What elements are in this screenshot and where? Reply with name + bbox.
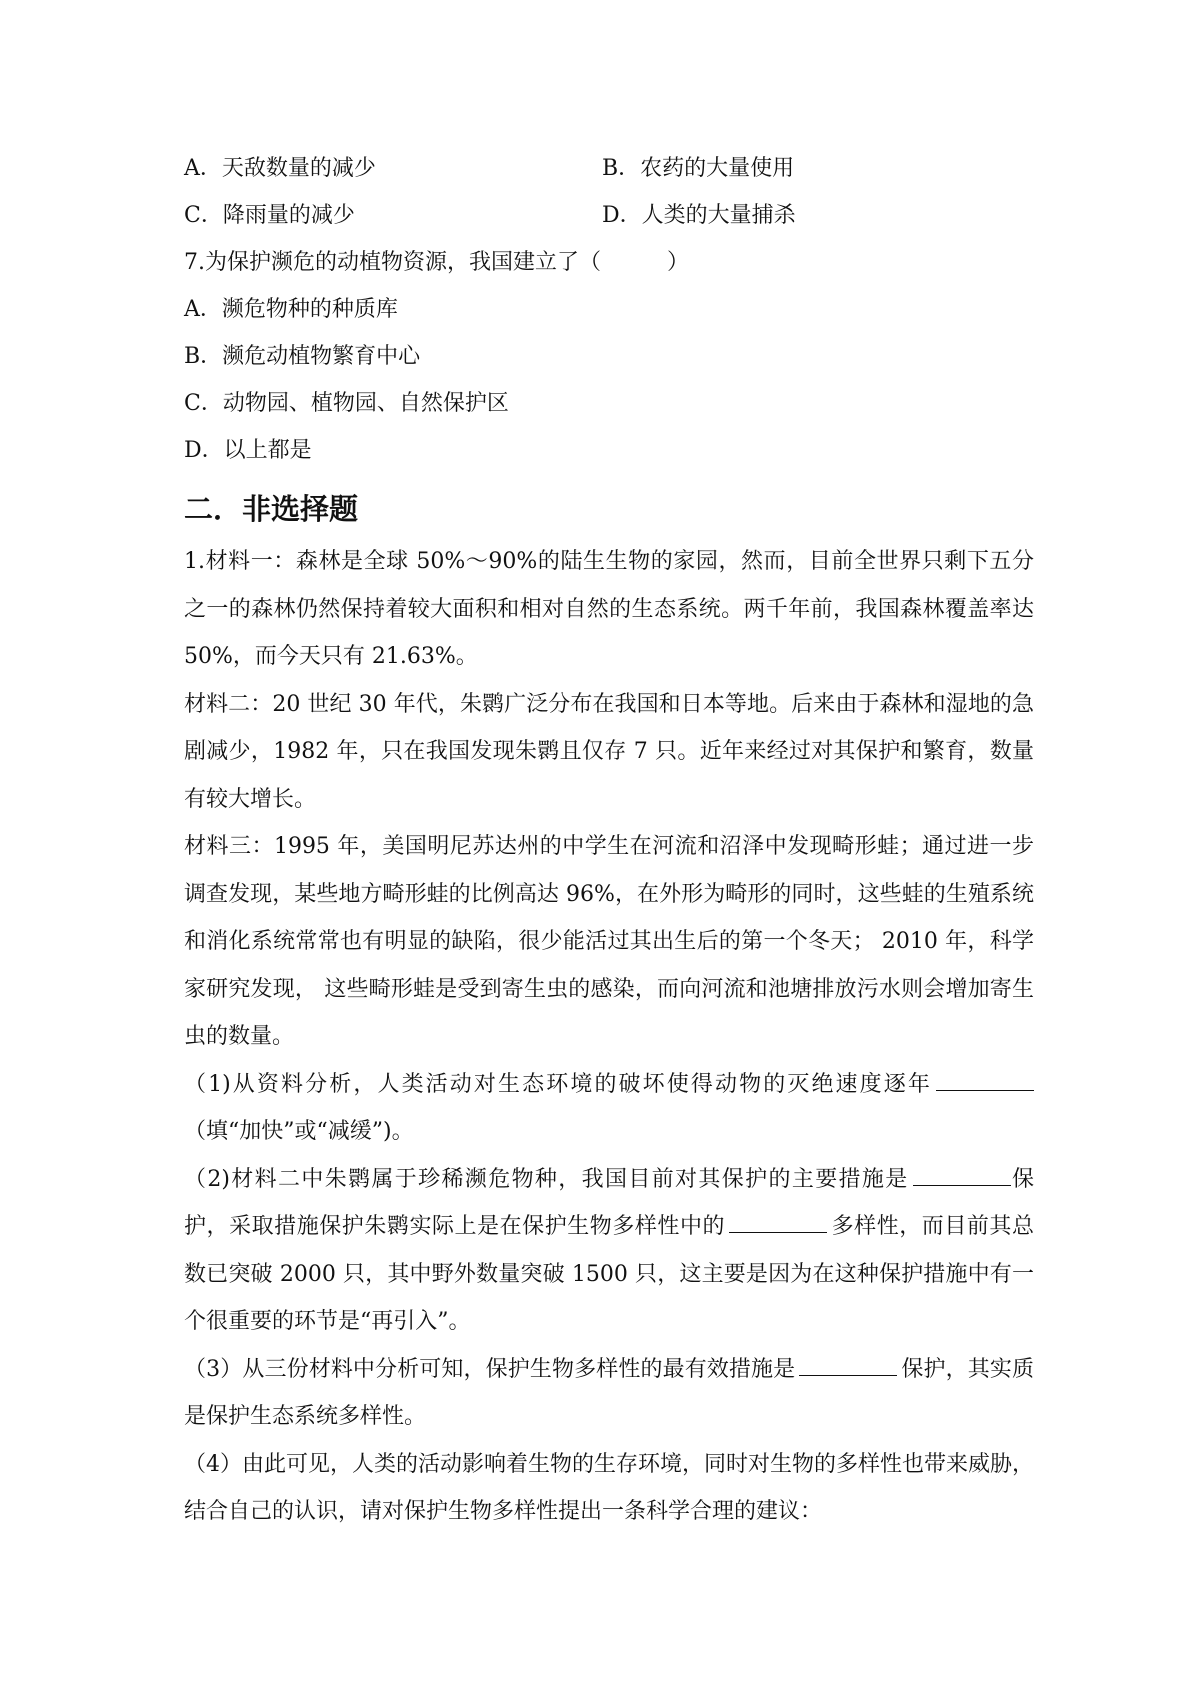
q7-option-b: B．濒危动植物繁育中心 [184, 344, 421, 369]
q7-option-a: A．濒危物种的种质库 [184, 297, 398, 322]
question-2-text-2: 保护，采取措施保护朱鹮实际上是在保护生物多样性中的 [184, 1166, 1034, 1239]
q6-option-d: D．人类的大量捕杀 [602, 203, 796, 228]
question-1-hint: （填“加快”或“减缓”)。 [184, 1119, 414, 1144]
q6-option-a: A．天敌数量的减少 [184, 156, 376, 181]
question-3-text: （3）从三份材料中分析可知，保护生物多样性的最有效措施是 [184, 1356, 796, 1382]
q6-options-row-1 [184, 145, 1034, 192]
question-1-text: （1)从资料分析，人类活动对生态环境的破坏使得动物的灭绝速度逐年 [184, 1071, 932, 1097]
q7-stem: 7.为保护濒危的动植物资源，我国建立了（ ） [184, 250, 689, 275]
answer-blank-3[interactable] [799, 1355, 897, 1376]
section-title-nonchoice: 二．非选择题 [184, 492, 359, 526]
question-3 [184, 1346, 1034, 1441]
q6-options-row-2 [184, 192, 1034, 239]
answer-blank-2a[interactable] [913, 1165, 1011, 1186]
document-page [184, 145, 1034, 1536]
material-1: 1.材料一：森林是全球 50%～90%的陆生生物的家园，然而，目前全世界只剩下五分之一的森林仍然保持着较大面积和相对自然的生态系统。两千年前，我国森林覆盖率达 50%，而今天只有 21.63%。 [184, 549, 1034, 669]
question-2-text-3: 多样性，而目前其总数已突破 2000 只，其中野外数量突破 1500 只，这主要是因为在这种保护措施中有一个很重要的环节是“再引入”。 [184, 1214, 1034, 1334]
question-3-text-2: 保护，其实质是保护生态系统多样性。 [184, 1356, 1034, 1429]
answer-blank-1[interactable] [936, 1070, 1034, 1091]
answer-blank-2b[interactable] [729, 1212, 827, 1233]
question-2 [184, 1156, 1034, 1346]
question-1 [184, 1061, 1034, 1156]
q6-option-c: C．降雨量的减少 [184, 203, 355, 228]
q6-option-b: B．农药的大量使用 [602, 156, 795, 181]
q7-option-d: D．以上都是 [184, 438, 312, 463]
material-2: 材料二：20 世纪 30 年代，朱鹮广泛分布在我国和日本等地。后来由于森林和湿地的急剧减少，1982 年，只在我国发现朱鹮且仅存 7 只。近年来经过对其保护和繁育，数量有较大增长。 [184, 691, 1034, 812]
material-3: 材料三：1995 年，美国明尼苏达州的中学生在河流和沼泽中发现畸形蛙；通过进一步调查发现，某些地方畸形蛙的比例高达 96%，在外形为畸形的同时，这些蛙的生殖系统和消化系统常常也有明显的缺陷，很少能活过其出生后的第一个冬天； 2010 年，科学家研究发现， 这些畸形蛙是受到寄生虫的感染，而向河流和池塘排放污水则会增加寄生虫的数量。 [184, 834, 1034, 1049]
q7-option-c: C．动物园、植物园、自然保护区 [184, 391, 509, 416]
question-2-text-1: （2)材料二中朱鹮属于珍稀濒危物种，我国目前对其保护的主要措施是 [184, 1166, 909, 1192]
question-4: （4）由此可见，人类的活动影响着生物的生存环境，同时对生物的多样性也带来威胁，结合自己的认识，请对保护生物多样性提出一条科学合理的建议： [184, 1451, 1034, 1524]
